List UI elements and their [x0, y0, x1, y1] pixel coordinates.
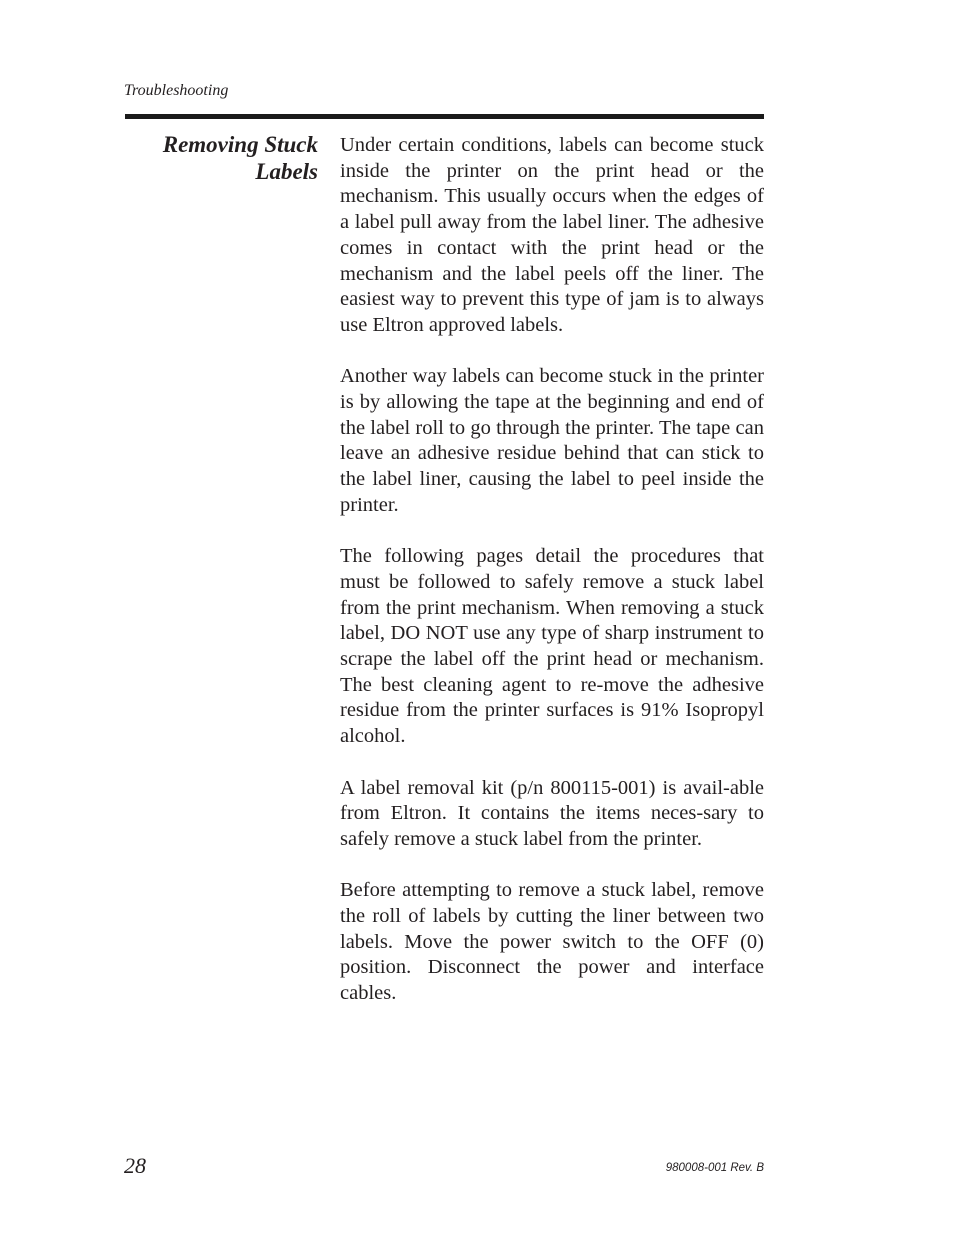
section-heading-line-2: Labels	[255, 159, 318, 184]
section-heading-line-1: Removing Stuck	[162, 132, 318, 157]
section-body	[340, 133, 764, 1033]
document-revision-id: 980008-001 Rev. B	[665, 1162, 764, 1174]
paragraph-removal-kit: A label removal kit (p/n 800115-001) is avail-able from Eltron. It contains the items neces-sary to safely remove a stuck label from the printer.	[340, 776, 764, 850]
paragraph-stuck-labels-causes: Under certain conditions, labels can become stuck inside the printer on the print head or the mechanism. This usually occurs when the edges of a label pull away from the label liner. The adhesive comes in contact with the print head or the mechanism and the label peels off the liner. The easiest way to prevent this type of jam is to always use Eltron approved labels.	[340, 134, 764, 336]
header-rule	[125, 114, 764, 119]
paragraph-before-attempting: Before attempting to remove a stuck label, remove the roll of labels by cutting the liner between two labels. Move the power switch to the OFF (0) position. Disconnect the power and interface cables.	[340, 879, 764, 1005]
paragraph-removal-procedure: The following pages detail the procedures that must be followed to safely remove a stuck label from the print mechanism. When removing a stuck label, DO NOT use any type of sharp instrument to scrape the label off the print head or mechanism. The best cleaning agent to re-move the adhesive residue from the printer surfaces is 91% Isopropyl alcohol.	[340, 545, 764, 748]
running-head-title: Troubleshooting	[124, 82, 229, 99]
paragraph-tape-residue: Another way labels can become stuck in the printer is by allowing the tape at the beginning and end of the label roll to go through the printer. The tape can leave an adhesive residue behind that can stick to the label liner, causing the label to peel inside the printer.	[340, 365, 764, 516]
section-heading	[124, 131, 318, 185]
page-number: 28	[124, 1153, 146, 1178]
